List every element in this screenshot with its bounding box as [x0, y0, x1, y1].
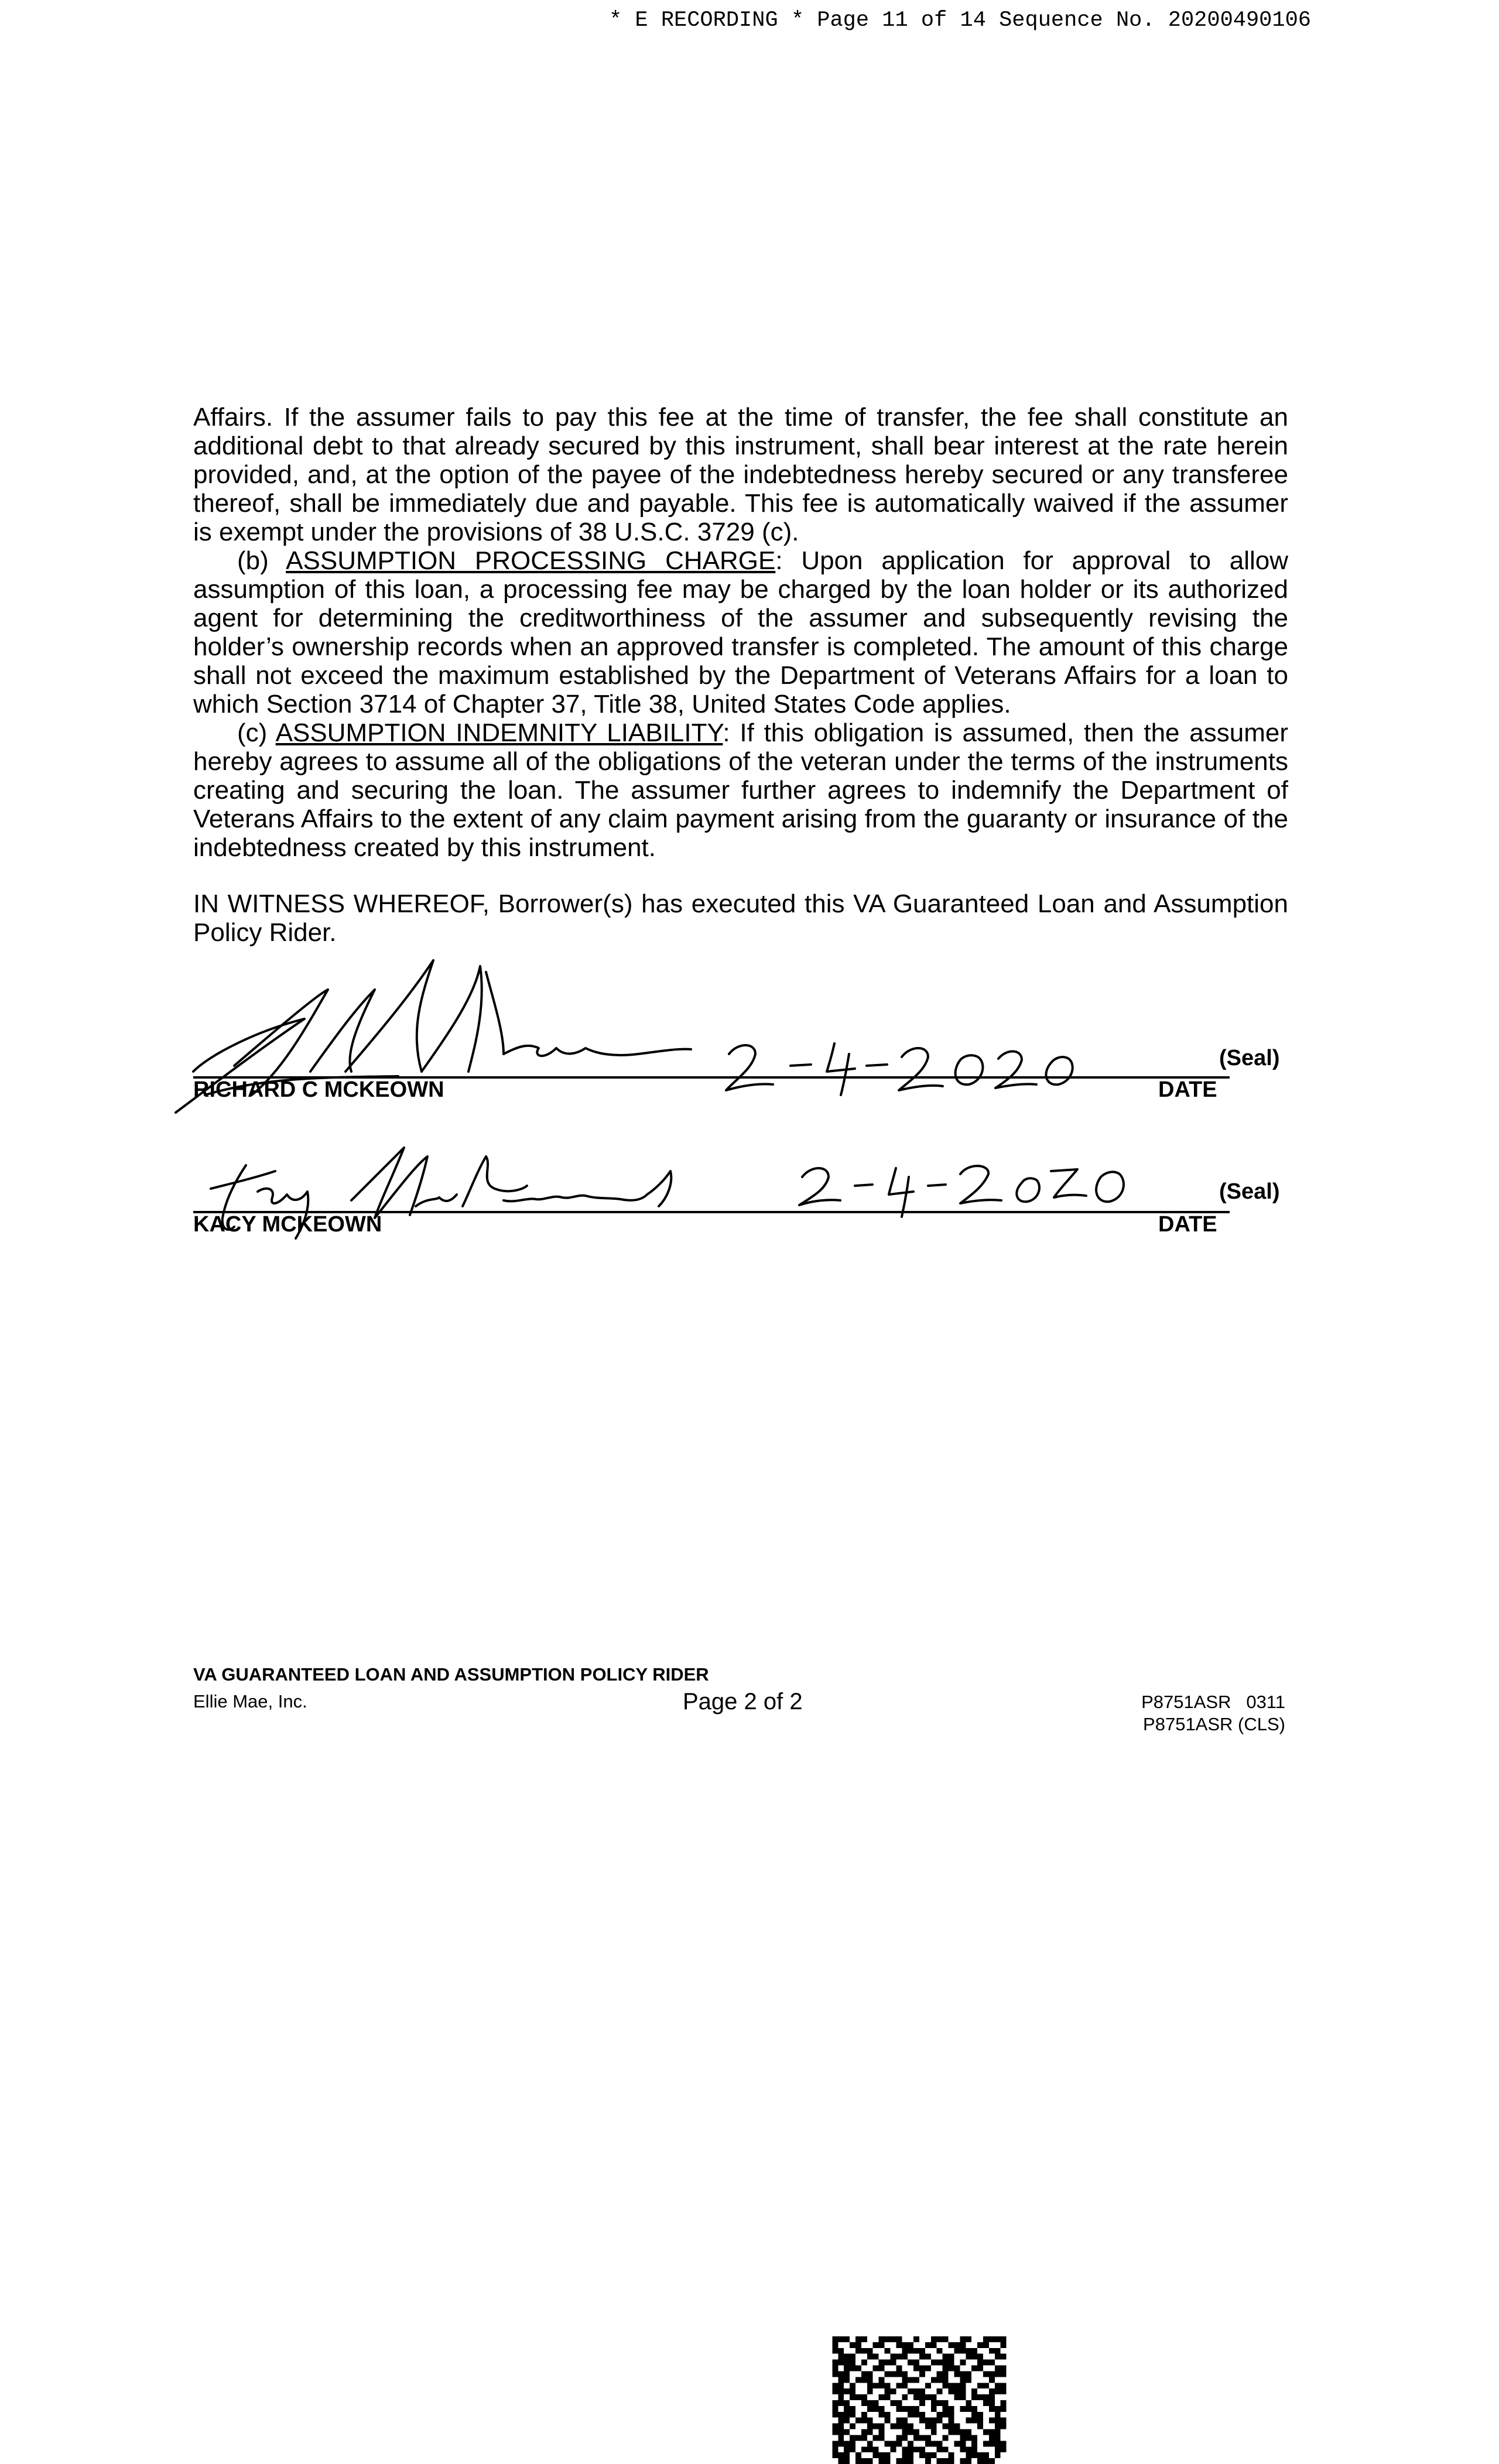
signer-name-2: KACY MCKEOWN — [193, 1212, 382, 1237]
barcode-icon — [831, 2336, 1007, 2464]
footer-form-code-1: P8751ASR 0311 — [1141, 1692, 1285, 1712]
footer-form-codes — [1130, 1691, 1285, 1736]
footer-form-code-2: P8751ASR (CLS) — [1143, 1714, 1285, 1734]
paragraph-fee-continuation: Affairs. If the assumer fails to pay this fee at the time of transfer, the fee shall constitute an additional debt to that already secured by this instrument, shall bear interest at the rate herein provided, and, at the option of the payee of the indebtedness hereby secured or any transferee thereof, shall be immediately due and payable. This fee is automatically waived if the assumer is exempt under the provisions of 38 U.S.C. 3729 (c). — [193, 403, 1288, 546]
heading-indemnity-liability: ASSUMPTION INDEMNITY LIABILITY — [275, 718, 723, 747]
footer-company: Ellie Mae, Inc. — [193, 1691, 307, 1712]
text-indemnity-liability: : If this obligation is assumed, then the assumer hereby agrees to assume all of the obligations of the veteran under the terms of the instruments creating and securing the loan. The assumer further agrees to indemnify the Department of Veterans Affairs to the extent of any claim payment arising from the guaranty or insurance of the indebtedness created by this instrument. — [193, 718, 1289, 862]
text-processing-charge: : Upon application for approval to allow assumption of this loan, a processing fee may be charged by the loan holder or its authorized agent for determining the creditworthiness of the assumer and subsequently revising the holder’s ownership records when an approved transfer is completed. The amount of this charge shall not exceed the maximum established by the Department of Veterans Affairs for a loan to which Section 3714 of Chapter 37, Title 38, United States Code applies. — [193, 546, 1288, 718]
clause-label-c: (c) — [237, 718, 276, 747]
date-label-2: DATE — [1158, 1212, 1217, 1237]
handwritten-date-1 — [726, 1043, 1073, 1095]
clause-label-b: (b) — [237, 546, 286, 575]
heading-processing-charge: ASSUMPTION PROCESSING CHARGE — [286, 546, 776, 575]
signature-kacy-mckeown — [211, 1148, 671, 1238]
seal-label-2: (Seal) — [1219, 1179, 1280, 1204]
witness-statement: IN WITNESS WHEREOF, Borrower(s) has executed this VA Guaranteed Loan and Assumption Policy Rider. — [193, 889, 1288, 947]
footer-page-number: Page 2 of 2 — [683, 1689, 803, 1714]
handwritten-date-2 — [799, 1166, 1124, 1217]
signer-name-1: RICHARD C MCKEOWN — [193, 1077, 444, 1102]
seal-label-1: (Seal) — [1219, 1046, 1280, 1070]
date-label-1: DATE — [1158, 1077, 1217, 1102]
footer-form-title: VA GUARANTEED LOAN AND ASSUMPTION POLICY RIDER — [193, 1664, 709, 1685]
signature-richard-mckeown — [176, 960, 691, 1113]
recording-header: * E RECORDING * Page 11 of 14 Sequence No. 20200490106 — [609, 8, 1311, 33]
